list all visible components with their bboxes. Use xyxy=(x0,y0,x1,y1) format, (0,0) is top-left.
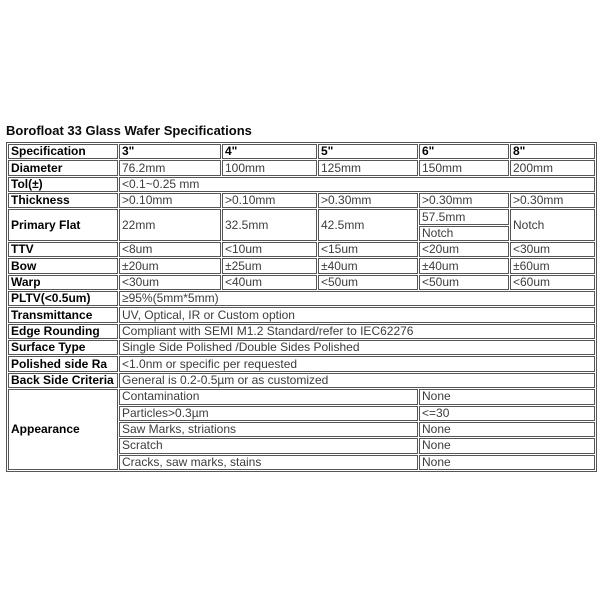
table-row xyxy=(8,389,595,404)
table-cell: <60um xyxy=(510,275,595,290)
table-cell: >0.30mm xyxy=(510,193,595,208)
table-cell: <8um xyxy=(119,242,221,257)
table-row xyxy=(8,209,595,224)
table-cell: <1.0nm or specific per requested xyxy=(119,356,595,371)
table-cell: 200mm xyxy=(510,160,595,175)
table-cell: <50um xyxy=(419,275,509,290)
table-cell: None xyxy=(419,389,595,404)
table-cell: None xyxy=(419,422,595,437)
table-row xyxy=(8,193,595,208)
table-cell: ±20um xyxy=(119,258,221,273)
table-cell: >0.30mm xyxy=(419,193,509,208)
row-label: Primary Flat xyxy=(8,209,118,241)
table-cell: <15um xyxy=(318,242,418,257)
table-row xyxy=(8,340,595,355)
table-cell: ±40um xyxy=(318,258,418,273)
table-cell: Scratch xyxy=(119,438,418,453)
table-cell: 76.2mm xyxy=(119,160,221,175)
table-cell: <10um xyxy=(222,242,317,257)
table-cell: >0.30mm xyxy=(318,193,418,208)
table-cell: UV, Optical, IR or Custom option xyxy=(119,307,595,322)
row-label: Diameter xyxy=(8,160,118,175)
table-cell: Compliant with SEMI M1.2 Standard/refer to IEC62276 xyxy=(119,324,595,339)
table-cell: Contamination xyxy=(119,389,418,404)
table-cell: <0.1~0.25 mm xyxy=(119,177,595,192)
table-row xyxy=(8,373,595,388)
table-cell: Notch xyxy=(419,226,509,241)
row-label: Warp xyxy=(8,275,118,290)
table-cell: None xyxy=(419,455,595,470)
row-label: Back Side Criteria xyxy=(8,373,118,388)
table-row xyxy=(8,160,595,175)
column-header: 5" xyxy=(318,144,418,159)
column-header: 6" xyxy=(419,144,509,159)
column-header: 4" xyxy=(222,144,317,159)
table-cell: 125mm xyxy=(318,160,418,175)
row-label: PLTV(<0.5um) xyxy=(8,291,118,306)
table-cell: >0.10mm xyxy=(222,193,317,208)
row-label: Transmittance xyxy=(8,307,118,322)
table-cell: <30um xyxy=(119,275,221,290)
table-row xyxy=(8,144,595,159)
table-cell: Single Side Polished /Double Sides Polished xyxy=(119,340,595,355)
table-cell: 150mm xyxy=(419,160,509,175)
row-label: Thickness xyxy=(8,193,118,208)
row-label: Polished side Ra xyxy=(8,356,118,371)
column-header: Specification xyxy=(8,144,118,159)
table-cell: Saw Marks, striations xyxy=(119,422,418,437)
row-label: Bow xyxy=(8,258,118,273)
table-row xyxy=(8,307,595,322)
table-cell: Particles>0.3µm xyxy=(119,406,418,421)
row-label: Surface Type xyxy=(8,340,118,355)
table-row xyxy=(8,258,595,273)
column-header: 3" xyxy=(119,144,221,159)
table-cell: <50um xyxy=(318,275,418,290)
table-cell: Notch xyxy=(510,209,595,241)
table-row xyxy=(8,275,595,290)
table-row xyxy=(8,324,595,339)
table-cell: ±40um xyxy=(419,258,509,273)
column-header: 8" xyxy=(510,144,595,159)
table-cell: <20um xyxy=(419,242,509,257)
row-label: Appearance xyxy=(8,389,118,470)
table-cell: <40um xyxy=(222,275,317,290)
table-cell: 22mm xyxy=(119,209,221,241)
row-label: TTV xyxy=(8,242,118,257)
wafer-spec-table xyxy=(6,142,597,472)
table-row xyxy=(8,242,595,257)
row-label: Edge Rounding xyxy=(8,324,118,339)
table-cell: >0.10mm xyxy=(119,193,221,208)
table-row xyxy=(8,291,595,306)
table-cell: 32.5mm xyxy=(222,209,317,241)
table-cell: Cracks, saw marks, stains xyxy=(119,455,418,470)
table-cell: 100mm xyxy=(222,160,317,175)
table-cell: General is 0.2-0.5µm or as customized xyxy=(119,373,595,388)
table-cell: <30um xyxy=(510,242,595,257)
table-cell: <=30 xyxy=(419,406,595,421)
table-cell: None xyxy=(419,438,595,453)
table-row xyxy=(8,177,595,192)
row-label: Tol(±) xyxy=(8,177,118,192)
table-cell: ±25um xyxy=(222,258,317,273)
table-cell: 42.5mm xyxy=(318,209,418,241)
page-title: Borofloat 33 Glass Wafer Specifications xyxy=(6,123,252,138)
table-cell: 57.5mm xyxy=(419,209,509,224)
table-cell: ≥95%(5mm*5mm) xyxy=(119,291,595,306)
table-cell: ±60um xyxy=(510,258,595,273)
spec-table-body xyxy=(8,144,595,470)
table-row xyxy=(8,356,595,371)
